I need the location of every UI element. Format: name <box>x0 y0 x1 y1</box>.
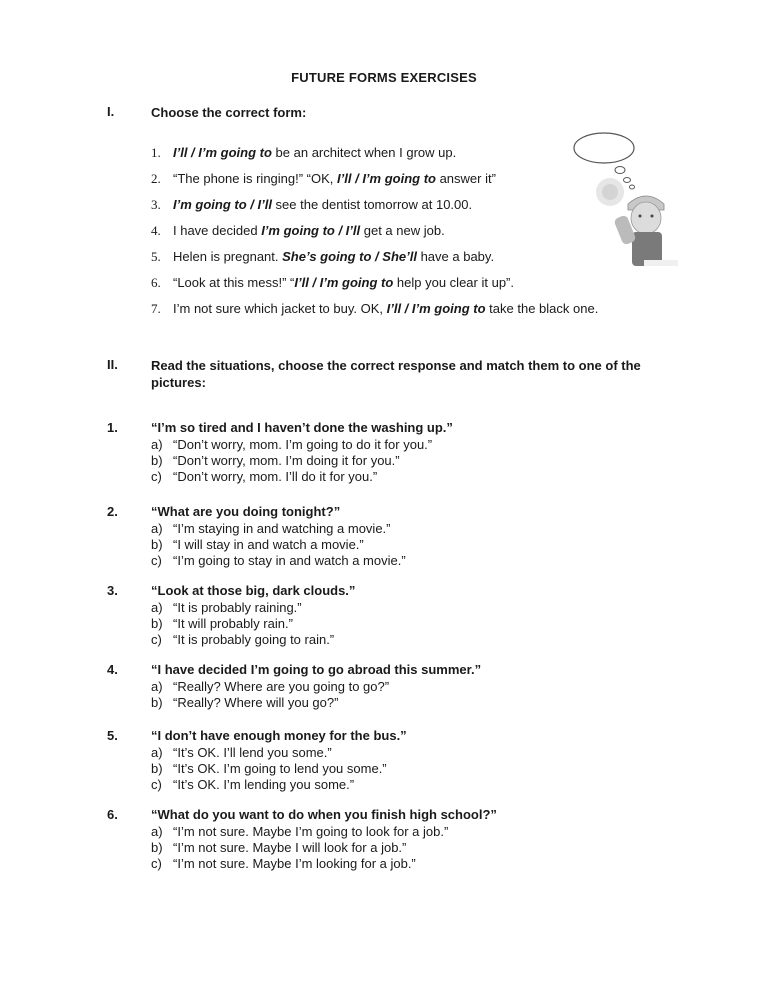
section-2-number: II. <box>107 357 118 372</box>
item-number: 2. <box>151 171 161 186</box>
exercise-item <box>151 171 496 187</box>
option-text: “It will probably rain.” <box>173 616 293 631</box>
option-letter: c) <box>151 777 162 792</box>
answer-option[interactable] <box>151 679 389 694</box>
answer-option[interactable] <box>151 469 377 484</box>
answer-option[interactable] <box>151 840 406 855</box>
item-number: 3. <box>151 197 161 212</box>
question-text: “What do you want to do when you finish high school?” <box>151 807 497 822</box>
option-text: “Really? Where will you go?” <box>173 695 339 710</box>
option-letter: b) <box>151 695 163 710</box>
option-letter: a) <box>151 679 163 694</box>
question-number: 4. <box>107 662 118 677</box>
exercise-item <box>151 145 456 161</box>
question-text: “I don’t have enough money for the bus.” <box>151 728 407 743</box>
section-2-heading: Read the situations, choose the correct response and match them to one of the pictures: <box>151 358 641 390</box>
item-text: be an architect when I grow up. <box>271 145 457 160</box>
option-letter: c) <box>151 553 162 568</box>
choice-options: I’ll / I’m going to <box>337 171 436 186</box>
option-letter: a) <box>151 600 163 615</box>
question-number: 1. <box>107 420 118 435</box>
option-letter: b) <box>151 761 163 776</box>
exercise-item <box>151 275 514 291</box>
option-text: “Really? Where are you going to go?” <box>173 679 390 694</box>
answer-option[interactable] <box>151 537 364 552</box>
item-number: 1. <box>151 145 161 160</box>
exercise-item <box>151 223 445 239</box>
answer-option[interactable] <box>151 856 416 871</box>
question-text: “What are you doing tonight?” <box>151 504 341 519</box>
choice-options: She’s going to / She’ll <box>282 249 417 264</box>
exercise-item <box>151 249 494 265</box>
option-letter: c) <box>151 632 162 647</box>
section-1-heading: Choose the correct form: <box>151 105 307 120</box>
option-letter: b) <box>151 840 163 855</box>
choice-options: I’ll / I’m going to <box>173 145 272 160</box>
choice-options: I’m going to / I’ll <box>261 223 361 238</box>
option-text: “Don’t worry, mom. I’ll do it for you.” <box>173 469 378 484</box>
item-text: “The phone is ringing!” “OK, <box>173 171 338 186</box>
option-text: “It’s OK. I’ll lend you some.” <box>173 745 332 760</box>
option-text: “I’m not sure. Maybe I’m going to look for a job.” <box>173 824 449 839</box>
option-text: “I will stay in and watch a movie.” <box>173 537 364 552</box>
option-text: “Don’t worry, mom. I’m doing it for you.” <box>173 453 400 468</box>
option-text: “I’m not sure. Maybe I’m looking for a job.” <box>173 856 416 871</box>
answer-option[interactable] <box>151 632 334 647</box>
question-number: 6. <box>107 807 118 822</box>
item-text: answer it” <box>435 171 496 186</box>
choice-options: I’ll / I’m going to <box>386 301 486 316</box>
answer-option[interactable] <box>151 521 390 536</box>
item-number: 7. <box>151 301 161 316</box>
choice-options: I’m going to / I’ll <box>173 197 272 212</box>
item-number: 4. <box>151 223 161 238</box>
option-text: “It’s OK. I’m lending you some.” <box>173 777 355 792</box>
answer-option[interactable] <box>151 824 448 839</box>
exercise-item <box>151 301 598 317</box>
option-text: “It is probably going to rain.” <box>173 632 335 647</box>
item-text: I have decided <box>173 223 262 238</box>
answer-option[interactable] <box>151 777 354 792</box>
exercise-item <box>151 197 472 213</box>
option-letter: c) <box>151 856 162 871</box>
option-letter: a) <box>151 437 163 452</box>
question-text: “I have decided I’m going to go abroad this summer.” <box>151 662 482 677</box>
option-letter: b) <box>151 537 163 552</box>
item-number: 6. <box>151 275 161 290</box>
question-text: “I’m so tired and I haven’t done the washing up.” <box>151 420 453 435</box>
question-number: 3. <box>107 583 118 598</box>
option-letter: c) <box>151 469 162 484</box>
option-text: “I’m staying in and watching a movie.” <box>173 521 391 536</box>
option-letter: a) <box>151 745 163 760</box>
answer-option[interactable] <box>151 695 338 710</box>
item-text: have a baby. <box>416 249 495 264</box>
option-text: “Don’t worry, mom. I’m going to do it for you.” <box>173 437 433 452</box>
question-number: 2. <box>107 504 118 519</box>
option-letter: b) <box>151 453 163 468</box>
item-text: Helen is pregnant. <box>173 249 283 264</box>
answer-option[interactable] <box>151 453 400 468</box>
thinking-child-icon <box>570 112 680 268</box>
choice-options: I’ll / I’m going to <box>294 275 394 290</box>
option-letter: a) <box>151 824 163 839</box>
option-text: “It’s OK. I’m going to lend you some.” <box>173 761 387 776</box>
answer-option[interactable] <box>151 600 302 615</box>
item-text: I’m not sure which jacket to buy. OK, <box>173 301 387 316</box>
answer-option[interactable] <box>151 616 293 631</box>
question-text: “Look at those big, dark clouds.” <box>151 583 356 598</box>
section-1-number: I. <box>107 104 115 119</box>
option-text: “I’m going to stay in and watch a movie.” <box>173 553 406 568</box>
item-text: “Look at this mess!” “ <box>173 275 295 290</box>
option-letter: a) <box>151 521 163 536</box>
answer-option[interactable] <box>151 437 432 452</box>
page-title: FUTURE FORMS EXERCISES <box>291 70 477 85</box>
item-text: get a new job. <box>360 223 445 238</box>
option-text: “I’m not sure. Maybe I will look for a job.” <box>173 840 407 855</box>
option-letter: b) <box>151 616 163 631</box>
answer-option[interactable] <box>151 553 406 568</box>
item-text: take the black one. <box>485 301 599 316</box>
answer-option[interactable] <box>151 745 332 760</box>
answer-option[interactable] <box>151 761 387 776</box>
option-text: “It is probably raining.” <box>173 600 302 615</box>
item-number: 5. <box>151 249 161 264</box>
item-text: help you clear it up”. <box>393 275 514 290</box>
item-text: see the dentist tomorrow at 10.00. <box>271 197 473 212</box>
question-number: 5. <box>107 728 118 743</box>
